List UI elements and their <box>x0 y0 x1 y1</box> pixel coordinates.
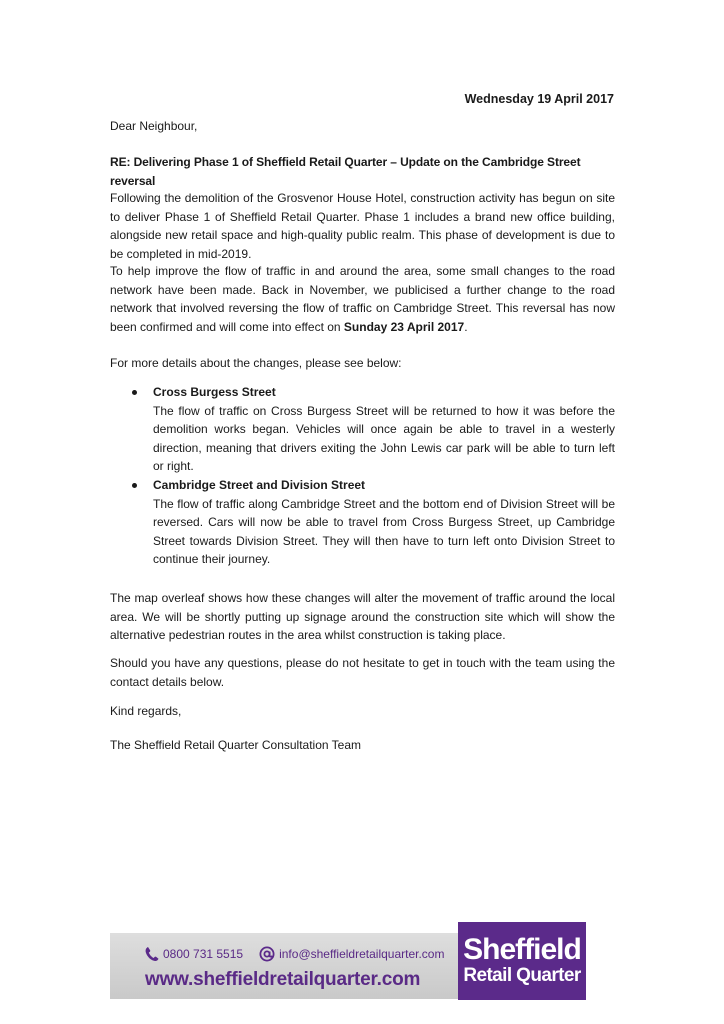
paragraph-questions: Should you have any questions, please do not hesitate to get in touch with the team using the contact details below. <box>110 656 615 689</box>
logo-line-2: Retail Quarter <box>463 965 581 986</box>
footer-website[interactable]: www.sheffieldretailquarter.com <box>145 969 421 990</box>
paragraph-details: For more details about the changes, please see below: <box>110 356 402 370</box>
effective-date: Sunday 23 April 2017 <box>343 319 465 334</box>
letter-date: Wednesday 19 April 2017 <box>464 92 614 106</box>
logo-line-1: Sheffield <box>463 933 581 966</box>
footer-phone[interactable]: 0800 731 5515 <box>163 947 244 961</box>
at-sign-icon <box>259 946 275 962</box>
paragraph-traffic-text: To help improve the flow of traffic in and around the area, some small changes to the road network have been made. Back in November, we publicised a further change to the road network that involved reversing the flow of traffic on Cambridge Street. This reversal has now been confirmed and will come into effect on <box>110 264 615 334</box>
bullet-body: The flow of traffic on Cross Burgess Street will be returned to how it was before the demolition works began. Vehicles will once again be able to travel in a westerly direction, meaning that drivers exiting the John Lewis car park will be able to turn left or right. <box>153 403 615 474</box>
signature: The Sheffield Retail Quarter Consultation Team <box>110 738 362 752</box>
phone-icon <box>145 946 159 962</box>
sign-off: Kind regards, <box>110 704 182 718</box>
bullet-title: Cross Burgess Street <box>153 385 276 399</box>
bullet-title: Cambridge Street and Division Street <box>153 477 366 492</box>
list-item <box>130 476 615 569</box>
footer-email[interactable]: info@sheffieldretailquarter.com <box>279 947 445 961</box>
bullet-dot-icon <box>132 390 137 395</box>
paragraph-traffic-end: . <box>464 319 468 334</box>
bullet-body: The flow of traffic along Cambridge Street and the bottom end of Division Street will be reversed. Cars will now be able to travel from Cross Burgess Street, up Cambridge Street towards Division Street. They will then have to turn left onto Division Street to continue their journey. <box>153 496 615 567</box>
paragraph-map: The map overleaf shows how these changes will alter the movement of traffic around the local area. We will be shortly putting up signage around the construction site which will show the alternative pedestrian routes in the area whilst construction is taking place. <box>110 591 615 643</box>
greeting: Dear Neighbour, <box>110 119 198 133</box>
paragraph-intro: Following the demolition of the Grosvenor House Hotel, construction activity has begun on site to deliver Phase 1 of Sheffield Retail Quarter. Phase 1 includes a brand new office building, alongside new retail space and high-quality public realm. This phase of development is due to be completed in mid-2019. <box>110 191 615 261</box>
sheffield-retail-quarter-logo <box>458 922 586 1000</box>
paragraph-traffic <box>110 262 615 336</box>
footer-contact <box>145 946 444 962</box>
bullet-list <box>130 383 615 569</box>
bullet-dot-icon <box>132 483 137 488</box>
subject-line: RE: Delivering Phase 1 of Sheffield Retail Quarter – Update on the Cambridge Street reversal <box>110 155 581 188</box>
list-item <box>130 383 615 476</box>
